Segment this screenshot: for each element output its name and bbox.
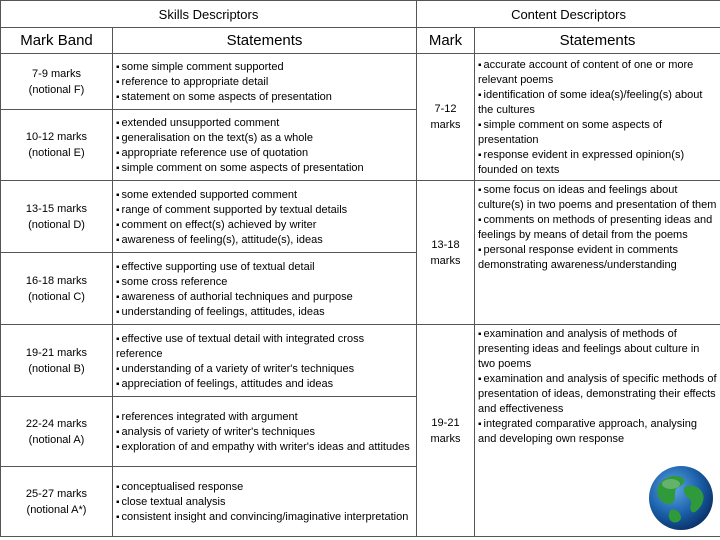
statement-item: ▪ reference to appropriate detail <box>116 75 413 90</box>
band-notional: (notional A) <box>28 433 85 446</box>
statement-item: ▪ conceptualised response <box>116 480 413 495</box>
statement-item: ▪ statement on some aspects of presentation <box>116 90 413 105</box>
statement-item: ▪ simple comment on some aspects of presentation <box>116 161 413 176</box>
band-notional: (notional F) <box>28 83 85 96</box>
statement-item: ▪ effective use of textual detail with integrated cross reference <box>116 332 413 362</box>
statement-item: ▪ some extended supported comment <box>116 188 413 203</box>
mark-header: Mark <box>417 28 475 54</box>
content-statement: ▪ integrated comparative approach, analysing and developing own response <box>478 417 717 447</box>
content-statement: ▪ response evident in expressed opinion(s) founded on texts <box>478 148 717 178</box>
statement-item: ▪ some simple comment supported <box>116 60 413 75</box>
mark-band-cell <box>1 54 113 110</box>
table-row <box>1 54 720 110</box>
content-mark-cell <box>417 54 475 181</box>
band-notional: (notional D) <box>28 218 85 231</box>
globe-highlight <box>662 479 680 489</box>
band-notional: (notional B) <box>28 362 85 375</box>
statement-item: ▪ consistent insight and convincing/imaginative interpretation <box>116 510 413 525</box>
content-statements-cell <box>475 54 720 181</box>
content-statements-header: Statements <box>475 28 720 54</box>
mark-band-cell <box>1 397 113 467</box>
statements-cell <box>113 181 417 253</box>
statements-header: Statements <box>113 28 417 54</box>
statements-cell <box>113 397 417 467</box>
statement-item: ▪ range of comment supported by textual details <box>116 203 413 218</box>
band-label: 25-27 marks <box>25 487 88 500</box>
content-mark-label: marks <box>430 119 461 131</box>
statement-item: ▪ generalisation on the text(s) as a whole <box>116 131 413 146</box>
band-label: 22-24 marks <box>25 417 88 430</box>
statement-item: ▪ awareness of authorial techniques and purpose <box>116 290 413 305</box>
content-statement: ▪ examination and analysis of methods of presenting ideas and feelings about culture in two poems <box>478 327 717 372</box>
statement-item: ▪ exploration of and empathy with writer's ideas and attitudes <box>116 440 413 455</box>
statements-cell <box>113 467 417 537</box>
statement-item: ▪ references integrated with argument <box>116 410 413 425</box>
mark-band-cell <box>1 181 113 253</box>
statements-cell <box>113 253 417 325</box>
statement-item: ▪ awareness of feeling(s), attitude(s), ideas <box>116 233 413 248</box>
band-label: 7-9 marks <box>32 67 81 80</box>
statements-cell <box>113 54 417 110</box>
statement-item: ▪ effective supporting use of textual detail <box>116 260 413 275</box>
mark-band-cell <box>1 325 113 397</box>
content-mark-cell <box>417 181 475 325</box>
band-notional: (notional E) <box>28 147 85 159</box>
content-descriptors-header: Content Descriptors <box>417 1 720 28</box>
content-statement: ▪ personal response evident in comments demonstrating awareness/understanding <box>478 243 717 273</box>
statements-cell <box>113 110 417 181</box>
content-mark-cell <box>417 325 475 537</box>
statement-item: ▪ appreciation of feelings, attitudes and ideas <box>116 377 413 392</box>
content-mark-label: marks <box>430 432 461 445</box>
content-mark: 7-12 <box>434 103 457 115</box>
band-notional: (notional C) <box>28 290 85 303</box>
statement-item: ▪ comment on effect(s) achieved by writer <box>116 218 413 233</box>
band-label: 10-12 marks <box>25 131 88 143</box>
mark-band-cell <box>1 253 113 325</box>
band-label: 19-21 marks <box>25 346 88 359</box>
globe-icon <box>647 464 715 532</box>
content-statement: ▪ identification of some idea(s)/feeling(s) about the cultures <box>478 88 717 118</box>
statement-item: ▪ extended unsupported comment <box>116 116 413 131</box>
content-statement: ▪ comments on methods of presenting ideas and feelings by means of detail from the poems <box>478 213 717 243</box>
statement-item: ▪ understanding of feelings, attitudes, ideas <box>116 305 413 320</box>
mark-band-cell <box>1 110 113 181</box>
content-statement: ▪ some focus on ideas and feelings about culture(s) in two poems and presentation of them <box>478 183 717 213</box>
mark-band-header: Mark Band <box>1 28 113 54</box>
mark-band-cell <box>1 467 113 537</box>
statement-item: ▪ understanding of a variety of writer's techniques <box>116 362 413 377</box>
band-label: 16-18 marks <box>25 274 88 287</box>
content-mark: 13-18 <box>431 238 460 251</box>
content-statement: ▪ accurate account of content of one or more relevant poems <box>478 58 717 88</box>
table-row <box>1 181 720 253</box>
content-mark: 19-21 <box>431 416 460 429</box>
statement-item: ▪ close textual analysis <box>116 495 413 510</box>
band-notional: (notional A*) <box>26 503 87 516</box>
content-statements-cell <box>475 181 720 325</box>
statement-item: ▪ some cross reference <box>116 275 413 290</box>
content-statement: ▪ examination and analysis of specific methods of presentation of ideas, demonstrating their effects and effectiveness <box>478 372 717 417</box>
content-statement: ▪ simple comment on some aspects of presentation <box>478 118 717 148</box>
statements-cell <box>113 325 417 397</box>
skills-descriptors-header: Skills Descriptors <box>1 1 417 28</box>
band-label: 13-15 marks <box>25 202 88 215</box>
statement-item: ▪ analysis of variety of writer's techniques <box>116 425 413 440</box>
content-mark-label: marks <box>430 254 461 267</box>
table-row <box>1 325 720 397</box>
statement-item: ▪ appropriate reference use of quotation <box>116 146 413 161</box>
